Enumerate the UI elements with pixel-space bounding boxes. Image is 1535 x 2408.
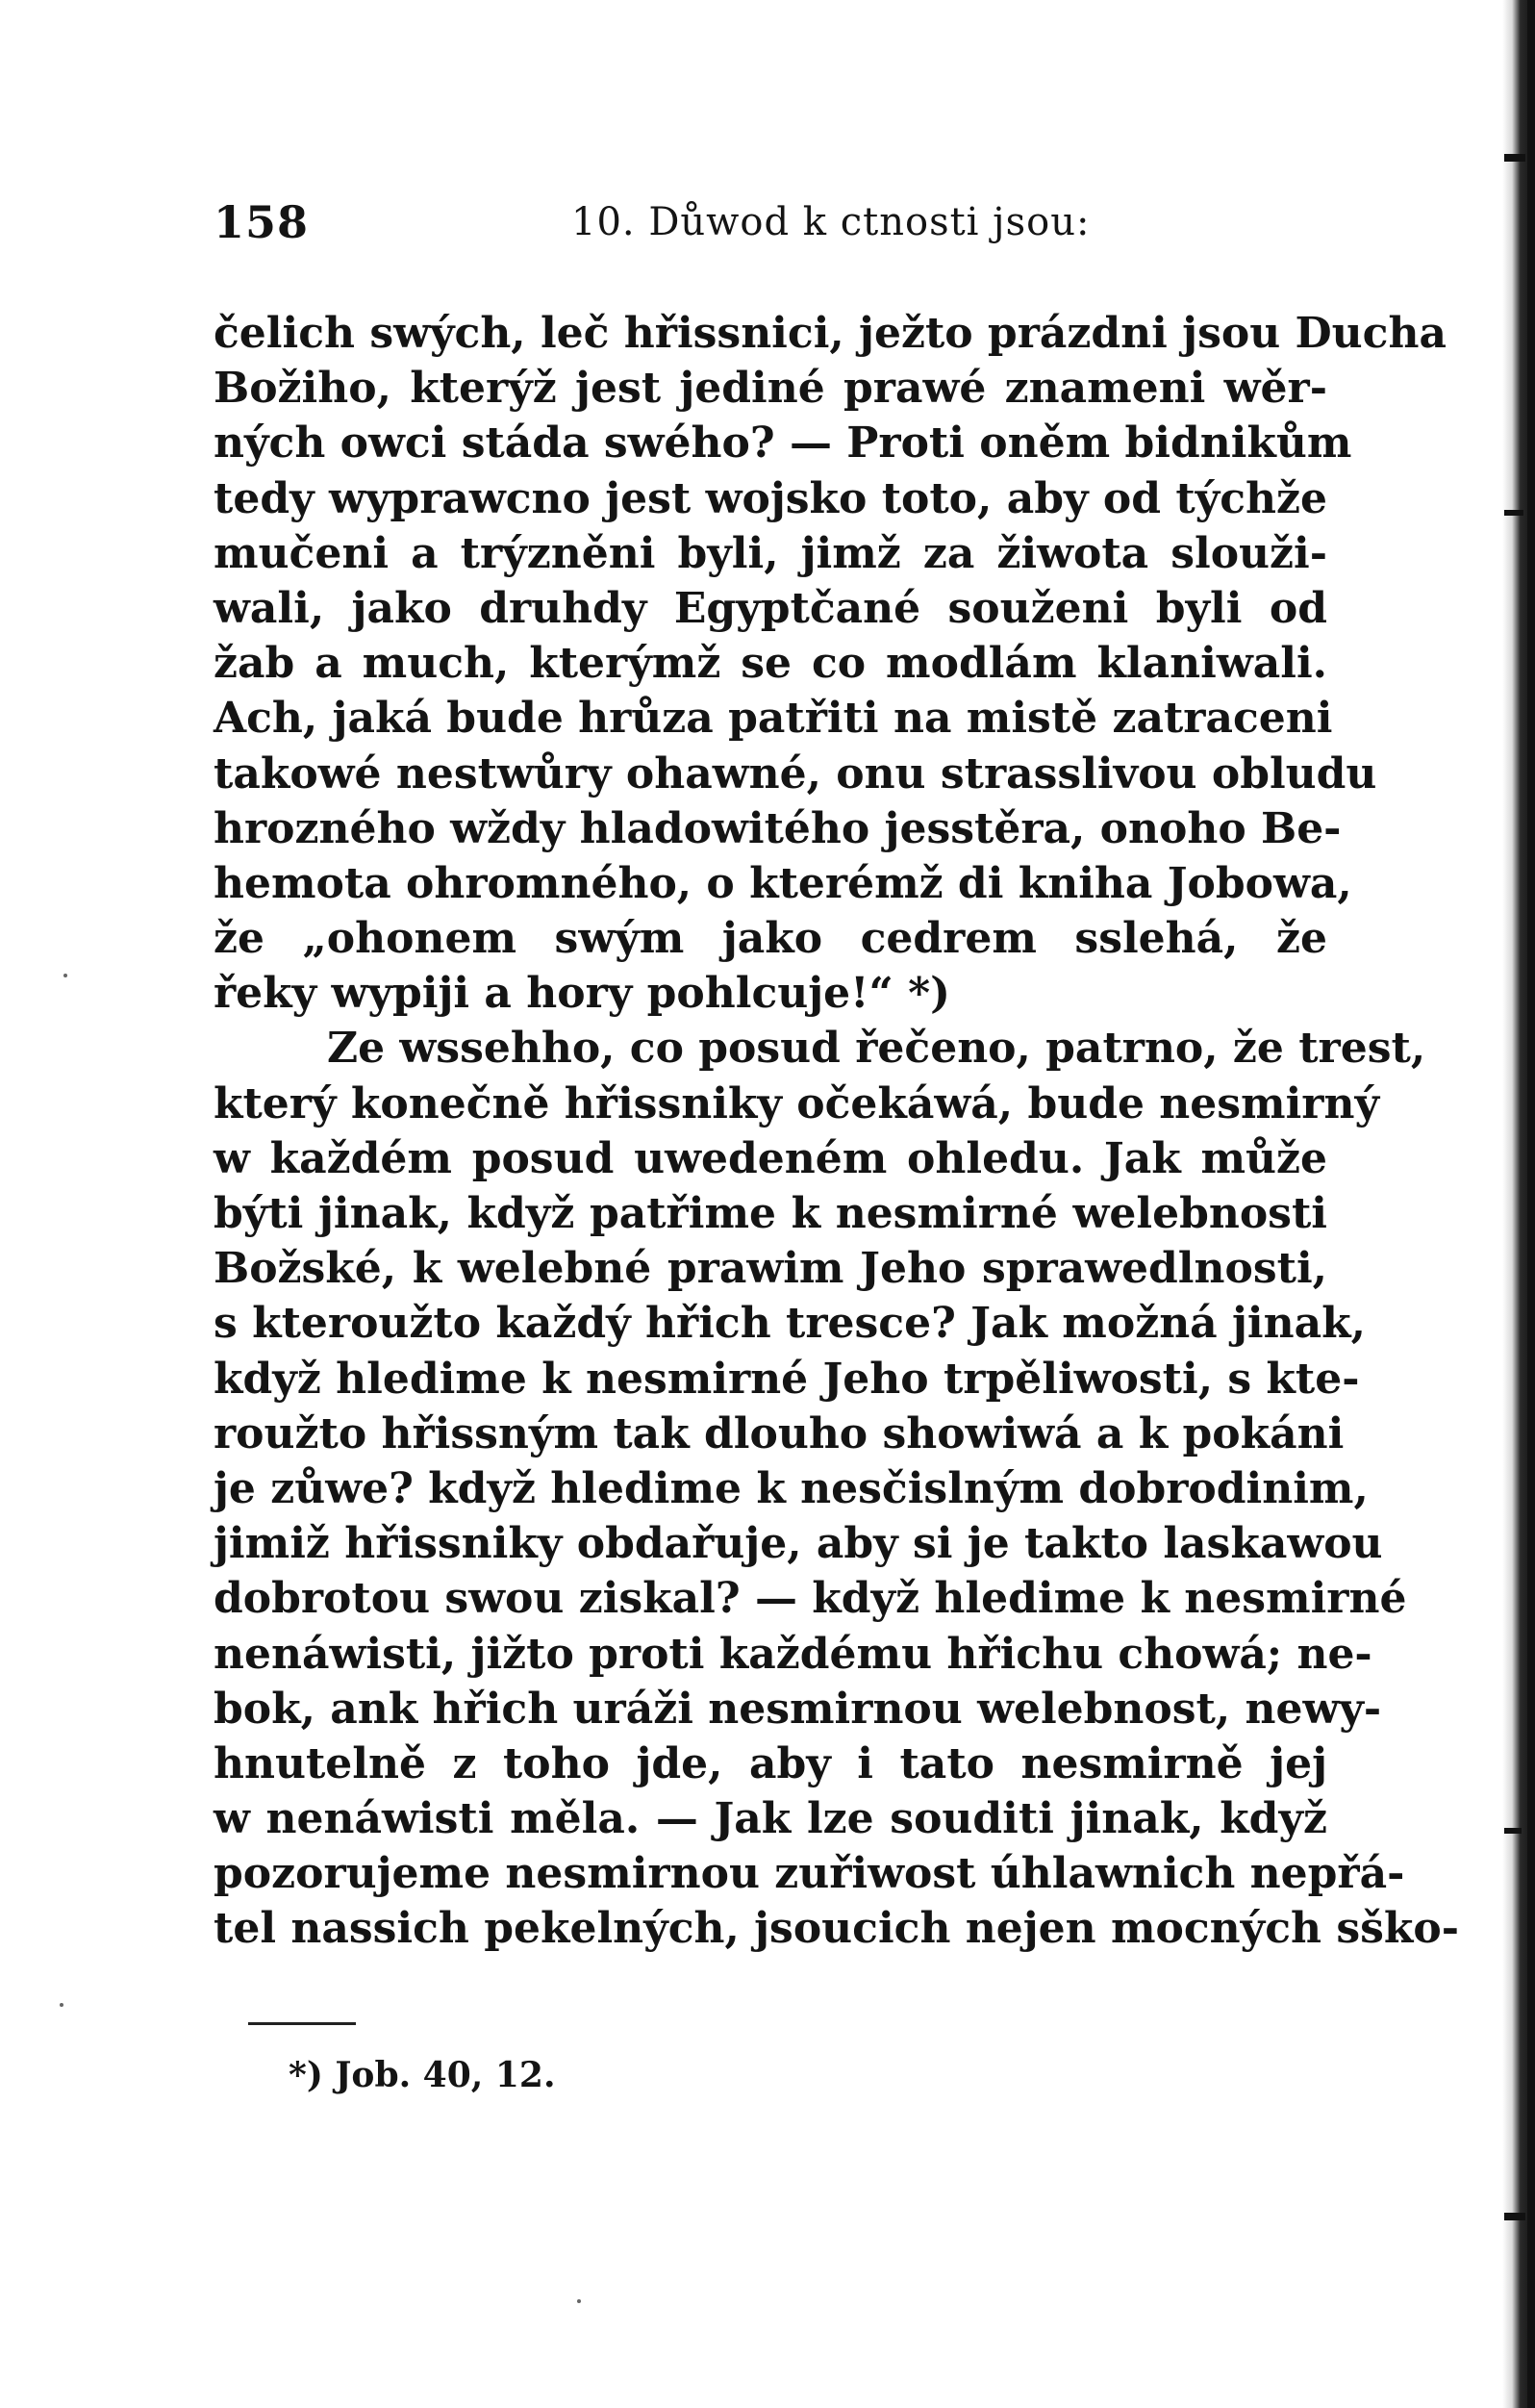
body-text	[214, 306, 1459, 1957]
edge-mark	[1504, 1828, 1522, 1834]
footnote-rule	[248, 2022, 356, 2025]
footnote: *) Job. 40, 12.	[289, 2055, 556, 2095]
text-line: který konečně hřissniky očekáwá, bude nesmirný	[214, 1078, 1380, 1128]
text-line: bok, ank hřich uráži nesmirnou welebnost, newy-	[214, 1684, 1382, 1734]
text-line: roužto hřissným tak dlouho showiwá a k pokáni	[214, 1408, 1345, 1458]
text-line: takowé nestwůry ohawné, onu strasslivou obludu	[214, 748, 1377, 798]
paper-speck	[63, 974, 67, 977]
text-line: mučeni a trýzněni byli, jimž za žiwota slouži-	[214, 528, 1327, 578]
text-line: dobrotou swou ziskal? — když hledime k nesmirné	[214, 1574, 1407, 1624]
text-line: řeky wypiji a hory pohlcuje!“ *)	[214, 969, 950, 1019]
text-line: hemota ohromného, o kterémž di kniha Jobowa,	[214, 858, 1352, 908]
text-line: hnutelně z toho jde, aby i tato nesmirně jej	[214, 1738, 1327, 1788]
edge-mark	[1527, 0, 1535, 2408]
text-line: ných owci stáda swého? — Proti oněm bidnikům	[214, 418, 1352, 469]
paper-speck	[577, 2299, 581, 2303]
text-line: býti jinak, když patřime k nesmirné welebnosti	[214, 1189, 1327, 1238]
text-line: když hledime k nesmirné Jeho trpěliwosti, s kte-	[214, 1354, 1360, 1404]
text-line: nenáwisti, jižto proti každému hřichu chowá; ne-	[214, 1629, 1372, 1679]
text-line: čelich swých, leč hřissnici, ježto prázdni jsou Ducha	[214, 309, 1447, 358]
paper-speck	[60, 2003, 63, 2007]
text-line: hrozného wždy hladowitého jesstěra, onoho Be-	[214, 803, 1342, 853]
running-head: 10. Důwod k ctnosti jsou:	[571, 200, 1091, 244]
text-line: Ach, jaká bude hrůza patřiti na mistě zatraceni	[214, 694, 1333, 744]
edge-mark	[1504, 154, 1525, 162]
edge-mark	[1504, 510, 1523, 516]
edge-mark	[1504, 2213, 1525, 2220]
text-line-paragraph-start: Ze wssehho, co posud řečeno, patrno, že trest,	[327, 1024, 1426, 1074]
text-line: je zůwe? když hledime k nesčislným dobrodinim,	[214, 1463, 1369, 1513]
text-line: pozorujeme nesmirnou zuřiwost úhlawnich nepřá-	[214, 1849, 1405, 1899]
text-line: Božiho, kterýž jest jediné prawé znameni wěr-	[214, 364, 1327, 414]
text-line: w každém posud uwedeném ohledu. Jak může	[214, 1133, 1327, 1183]
text-line: že „ohonem swým jako cedrem sslehá, že	[214, 914, 1327, 964]
page-header	[214, 189, 1329, 256]
text-line: jimiž hřissniky obdařuje, aby si je takto laskawou	[214, 1519, 1383, 1569]
text-line: w nenáwisti měla. — Jak lze souditi jinak, když	[214, 1794, 1327, 1844]
text-line: wali, jako druhdy Egyptčané souženi byli od	[214, 583, 1327, 633]
text-line: Božské, k welebné prawim Jeho sprawedlnosti,	[214, 1244, 1327, 1294]
text-line: žab a much, kterýmž se co modlám klaniwali.	[214, 639, 1327, 689]
text-line: s kteroužto každý hřich tresce? Jak možná jinak,	[214, 1299, 1366, 1349]
text-line: tel nassich pekelných, jsoucich nejen mocných sško-	[214, 1904, 1459, 1954]
page-number: 158	[214, 196, 310, 248]
text-line: tedy wyprawcno jest wojsko toto, aby od týchže	[214, 473, 1327, 523]
